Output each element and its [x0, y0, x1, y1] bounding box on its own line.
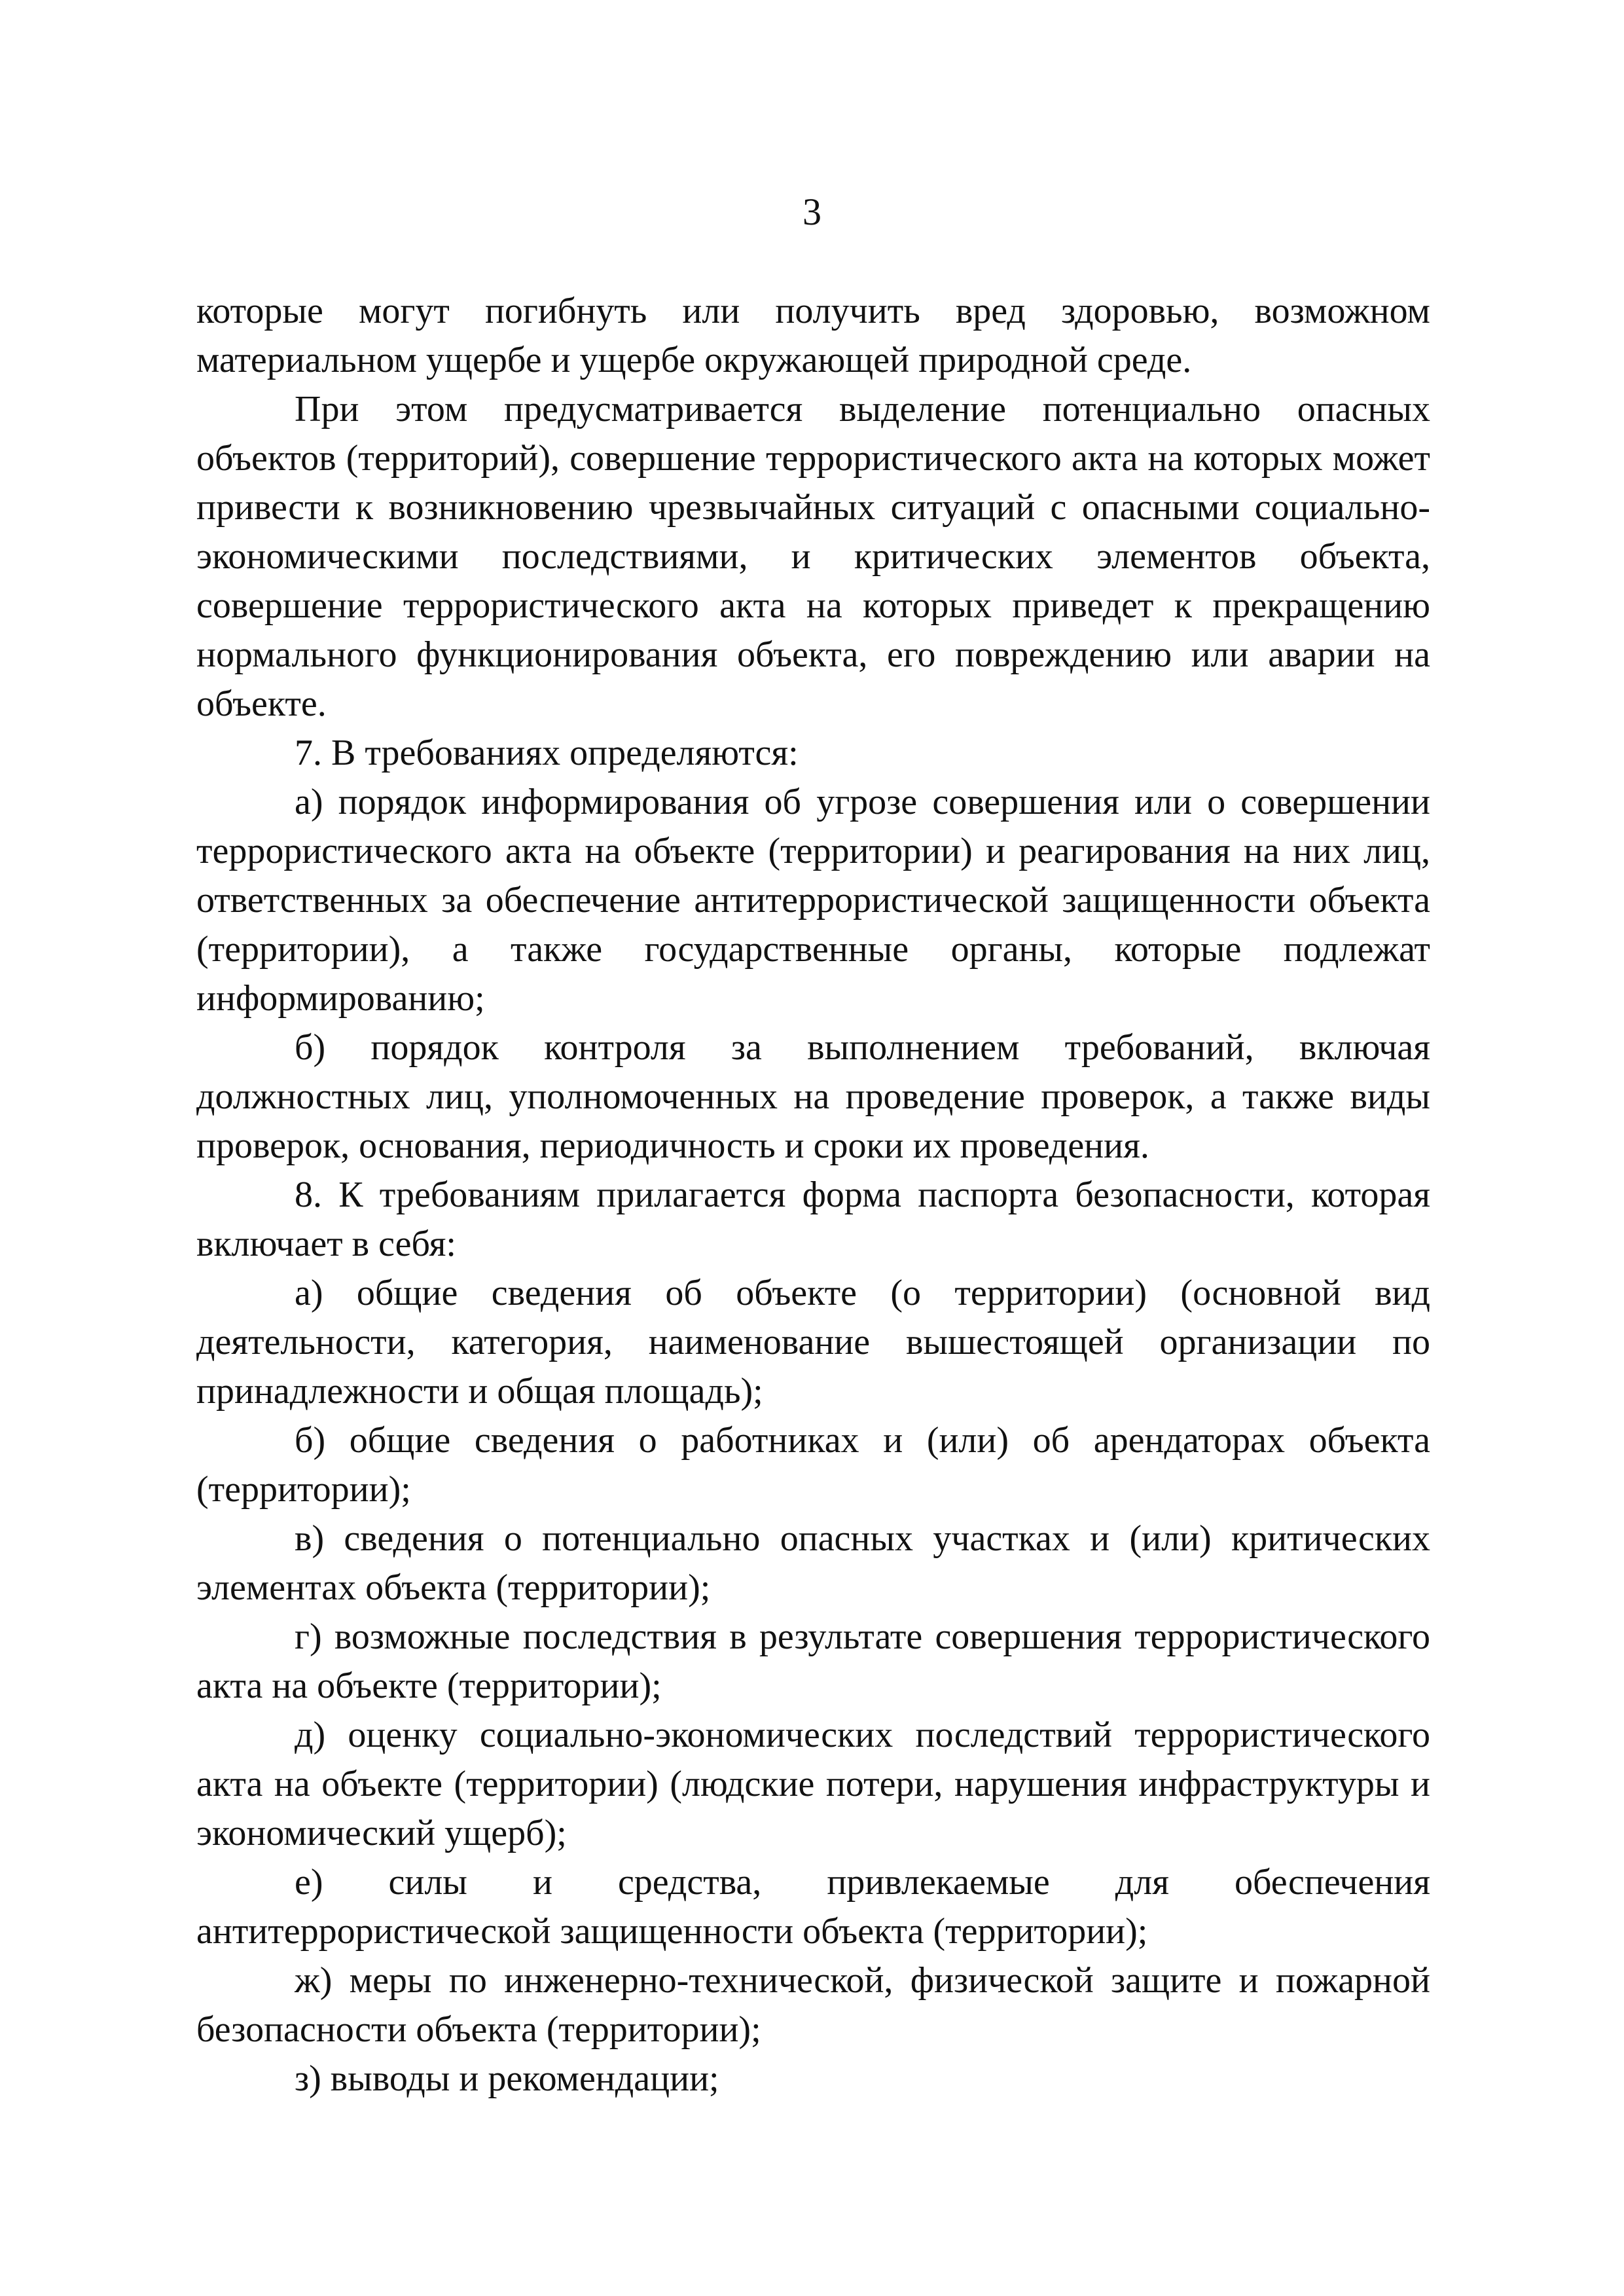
- paragraph-clause-8d: д) оценку социально-экономических последствий террористического акта на объекте (территории) (людские потери, нарушения инфраструктуры и экономический ущерб);: [196, 1715, 1430, 1853]
- paragraph-clause-7: 7. В требованиях определяются:: [295, 733, 799, 773]
- paragraph-clause-8g: г) возможные последствия в результате совершения террористического акта на объекте (территории);: [196, 1616, 1430, 1706]
- paragraph-clause-8z: з) выводы и рекомендации;: [295, 2058, 719, 2099]
- paragraph-potentially-dangerous-objects: При этом предусматривается выделение потенциально опасных объектов (территорий), совершение террористического акта на которых может привести к возникновению чрезвычайных ситуаций с опасными социально-экономическими последствиями, и критических элементов объекта, совершение террористического акта на которых приведет к прекращению нормального функционирования объекта, его повреждению или аварии на объекте.: [196, 389, 1430, 724]
- paragraph-continuation: которые могут погибнуть или получить вред здоровью, возможном материальном ущербе и ущербе окружающей природной среде.: [196, 291, 1430, 380]
- paragraph-clause-7b: б) порядок контроля за выполнением требований, включая должностных лиц, уполномоченных на проведение проверок, а также виды проверок, основания, периодичность и сроки их проведения.: [196, 1027, 1430, 1166]
- paragraph-clause-8a: а) общие сведения об объекте (о территории) (основной вид деятельности, категория, наименование вышестоящей организации по принадлежности и общая площадь);: [196, 1273, 1430, 1412]
- paragraph-clause-8e: е) силы и средства, привлекаемые для обеспечения антитеррористической защищенности объекта (территории);: [196, 1862, 1430, 1952]
- paragraph-clause-8b: б) общие сведения о работниках и (или) об арендаторах объекта (территории);: [196, 1420, 1430, 1510]
- paragraph-clause-8zh: ж) меры по инженерно-технической, физической защите и пожарной безопасности объекта (территории);: [196, 1960, 1430, 2050]
- paragraph-clause-8v: в) сведения о потенциально опасных участках и (или) критических элементах объекта (территории);: [196, 1518, 1430, 1608]
- document-body: [196, 287, 1430, 2104]
- paragraph-clause-7a: а) порядок информирования об угрозе совершения или о совершении террористического акта на объекте (территории) и реагирования на них лиц, ответственных за обеспечение антитеррористической защищенности объекта (территории), а также государственные органы, которые подлежат информированию;: [196, 782, 1430, 1019]
- page-number: 3: [803, 191, 821, 233]
- paragraph-clause-8: 8. К требованиям прилагается форма паспорта безопасности, которая включает в себя:: [196, 1175, 1430, 1264]
